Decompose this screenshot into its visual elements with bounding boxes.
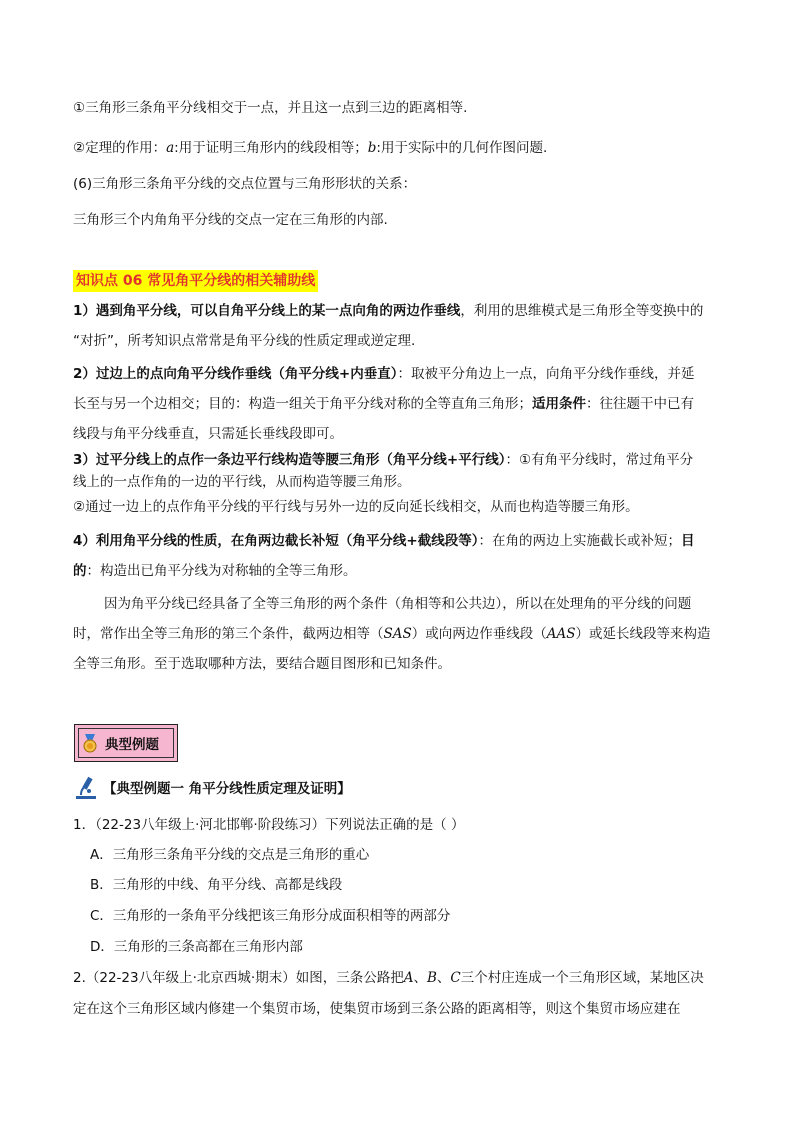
theorem-line-2 [73, 138, 733, 158]
text: a [166, 140, 175, 156]
text: 时，常作出全等三角形的第三个条件，截两边相等（ [73, 626, 384, 642]
summary-line3 [73, 654, 733, 674]
text: :用于证明三角形内的线段相等； [174, 140, 368, 156]
text: 3）过平分线上的点作一条边平行线构造等腰三角形（角平分线+平行线） [73, 452, 506, 468]
point4-line1 [73, 531, 733, 551]
text: 线段与角平分线垂直，只需延长垂线段即可。 [73, 426, 343, 442]
text: 线上的一点作角的一边的平行线，从而构造等腰三角形。 [73, 474, 411, 490]
text: B [426, 970, 437, 986]
tag-inner [78, 728, 174, 758]
text: ①三角形三条角平分线相交于一点，并且这一点到三边的距离相等. [73, 100, 468, 116]
text: 1）遇到角平分线，可以自角平分线上的某一点 [73, 303, 353, 319]
text: AAS [546, 626, 576, 642]
text: (6)三角形三条角平分线的交点位置与三角形形状的关系： [73, 176, 417, 192]
text: A．三角形三条角平分线的交点是三角形的重心 [90, 847, 370, 863]
text: ）或向两边作垂线段（ [411, 626, 547, 642]
typical-example-tag [74, 724, 178, 762]
point1-line2 [73, 331, 733, 351]
text: A [403, 970, 414, 986]
text: 向角的两边作垂线 [352, 303, 461, 319]
text: ：取被平分角边上一点，向角平分线作垂线，并延 [397, 366, 695, 382]
text: “对折”，所考知识点常常是角平分线的性质定理或逆定理. [73, 333, 416, 349]
point4-line2 [73, 561, 733, 581]
question-2-line1 [73, 968, 733, 988]
text: 、 [413, 970, 427, 986]
text: 适用条件 [532, 396, 586, 412]
text: ②定理的作用： [73, 140, 167, 156]
point1-line1 [73, 301, 733, 321]
point3-line2 [73, 472, 733, 492]
point3-line1 [73, 450, 733, 470]
summary-line2 [73, 624, 733, 644]
text: ②通过一边上的点作角平分线的平行线与另外一边的反向延长线相交，从而也构造等腰三角形。 [73, 499, 639, 515]
medal-icon [79, 732, 101, 754]
microscope-icon [73, 774, 99, 800]
question-1-option-b [90, 875, 750, 895]
example-title: 【典型例题一 角平分线性质定理及证明】 [103, 781, 351, 797]
text: SAS [383, 626, 412, 642]
text: ）或延长线段等来构造 [575, 626, 711, 642]
text: 2.（22-23八年级上·北京西城·期末）如图，三条公路把 [73, 970, 404, 986]
point2-line1 [73, 364, 733, 384]
text: :用于实际中的几何作图问题. [376, 140, 548, 156]
question-2-line2 [73, 999, 733, 1019]
text: 4）利用角平分线的性质，在角两边截长补短（角平分线+截线段等） [73, 533, 479, 549]
point2-line3 [73, 424, 733, 444]
text: C．三角形的一条角平分线把该三角形分成面积相等的两部分 [90, 908, 451, 924]
question-1-option-d [90, 937, 750, 957]
text: 的 [73, 563, 87, 579]
text: ：往往题干中已有 [586, 396, 694, 412]
text: C [450, 970, 461, 986]
text: 因为角平分线已经具备了全等三角形的两个条件（角相等和公共边），所以在处理角的平分线的问题 [104, 596, 692, 612]
text: 定在这个三角形区域内修建一个集贸市场，使集贸市场到三条公路的距离相等，则这个集贸市场应建在 [73, 1001, 681, 1017]
text: ：在角的两边上实施截长或补短； [478, 533, 681, 549]
text: 2）过边上的点向角平分线作垂线（角平分线+内垂直） [73, 366, 398, 382]
summary-line1 [104, 594, 764, 614]
point3-line3 [73, 497, 733, 517]
text: 三角形三个内角角平分线的交点一定在三角形的内部. [73, 212, 388, 228]
text: 、 [436, 970, 451, 986]
section-heading-06: 知识点 06 常见角平分线的相关辅助线 [73, 270, 318, 292]
text: ：构造出已角平分线为对称轴的全等三角形。 [86, 563, 357, 579]
text: ：①有角平分线时，常过角平分 [505, 452, 694, 468]
example-heading-1 [73, 774, 351, 800]
theorem-line-1 [73, 98, 733, 118]
tag-label: 典型例题 [105, 737, 159, 753]
theorem-line-4 [73, 210, 733, 230]
text: 全等三角形。至于选取哪种方法，要结合题目图形和已知条件。 [73, 656, 451, 672]
text: 三个村庄连成一个三角形区域，某地区决 [460, 970, 704, 986]
text: B．三角形的中线、角平分线、高都是线段 [90, 877, 343, 893]
text: 长至与另一个边相交；目的：构造一组关于角平分线对称的全等直角三角形； [73, 396, 532, 412]
question-1-option-c [90, 906, 750, 926]
theorem-line-3 [73, 174, 733, 194]
question-1-option-a [90, 845, 750, 865]
question-1-stem [73, 815, 733, 835]
text: ，利用的思维模式是三角形全等变换中的 [460, 303, 704, 319]
text: b [367, 140, 377, 156]
text: D．三角形的三条高都在三角形内部 [90, 939, 303, 955]
text: 目 [680, 533, 695, 549]
text: 1．（22-23八年级上·河北邯郸·阶段练习）下列说法正确的是（ ） [73, 817, 465, 833]
point2-line2 [73, 394, 733, 414]
